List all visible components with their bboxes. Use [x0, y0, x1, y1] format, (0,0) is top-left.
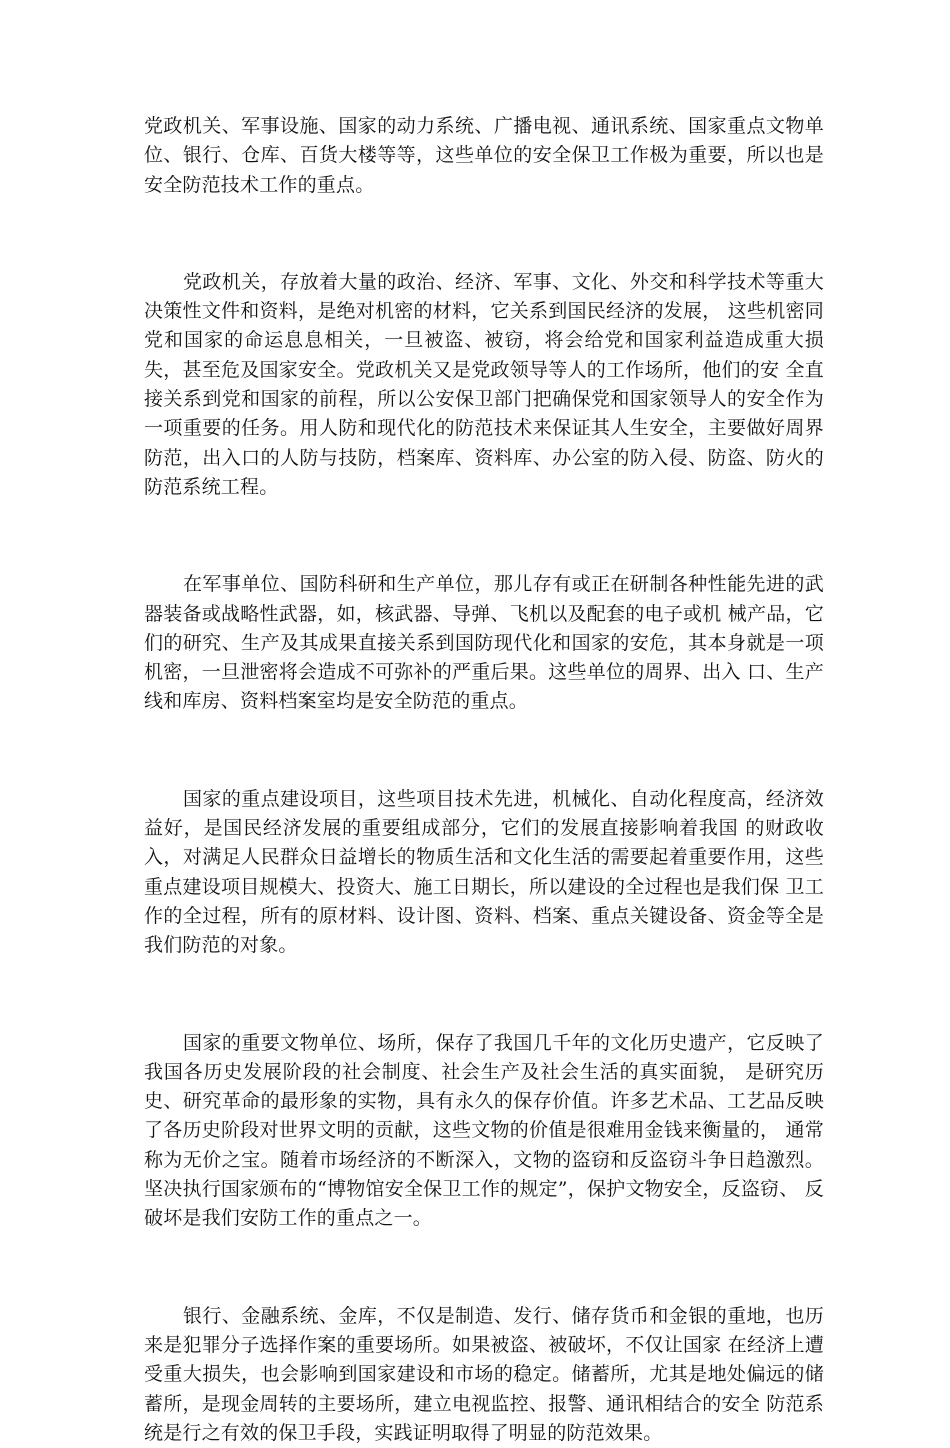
- paragraph-party-government-organs: 党政机关，存放着大量的政治、经济、军事、文化、外交和科学技术等重大决策性文件和资料，是绝对机密的材料，它关系到国民经济的发展， 这些机密同党和国家的命运息息相关，一旦被盗、被窃，将会给党和国家利益造成重大损失，甚至危及国家安全。党政机关又是党政领导等人的工作场所，他们的安 全直接关系到党和国家的前程，所以公安保卫部门把确保党和国家领导人的安全作为一项重要的任务。用人防和现代化的防范技术来保证其人生安全，主要做好周界 防范，出入口的人防与技防，档案库、资料库、办公室的防入侵、防盗、防火的防范系统工程。: [144, 270, 824, 498]
- paragraph-gap: [144, 200, 824, 268]
- paragraph-key-construction-projects: 国家的重点建设项目，这些项目技术先进，机械化、自动化程度高，经济效益好，是国民经济发展的重要组成部分，它们的发展直接影响着我国 的财政收入，对满足人民群众日益增长的物质生活和文化生活的需要起着重要作用，这些重点建设项目规模大、投资大、施工日期长，所以建设的全过程也是我们保 卫工作的全过程，所有的原材料、设计图、资料、档案、重点关键设备、资金等全是我们防范的对象。: [144, 787, 824, 957]
- paragraph-cultural-relics: 国家的重要文物单位、场所，保存了我国几千年的文化历史遗产，它反映了我国各历史发展阶段的社会制度、社会生产及社会生活的真实面貌， 是研究历史、研究革命的最形象的实物，具有永久的保存价值。许多艺术品、工艺品反映了各历史阶段对世界文明的贡献，这些文物的价值是很难用金钱来衡量的， 通常称为无价之宝。随着市场经济的不断深入，文物的盗窃和反盗窃斗争日趋激烈。坚决执行国家颁布的“博物馆安全保卫工作的规定”，保护文物安全，反盗窃、 反破坏是我们安防工作的重点之一。: [144, 1031, 824, 1230]
- paragraph-gap: [144, 502, 824, 570]
- paragraph-gap: [144, 717, 824, 785]
- document-page: [144, 112, 824, 1448]
- paragraph-gap: [144, 961, 824, 1029]
- paragraph-gap: [144, 1234, 824, 1302]
- paragraph-key-targets: 党政机关、军事设施、国家的动力系统、广播电视、通讯系统、国家重点文物单位、银行、仓库、百货大楼等等，这些单位的安全保卫工作极为重要，所以也是安全防范技术工作的重点。: [144, 115, 824, 196]
- paragraph-military-units: 在军事单位、国防科研和生产单位，那儿存有或正在研制各种性能先进的武器装备或战略性武器，如，核武器、导弹、飞机以及配套的电子或机 械产品，它们的研究、生产及其成果直接关系到国防现代化和国家的安危，其本身就是一项机密，一旦泄密将会造成不可弥补的严重后果。这些单位的周界、出入 口、生产线和库房、资料档案室均是安全防范的重点。: [144, 573, 824, 713]
- paragraph-banks-finance: 银行、金融系统、金库，不仅是制造、发行、储存货币和金银的重地，也历来是犯罪分子选择作案的重要场所。如果被盗、被破坏，不仅让国家 在经济上遭受重大损失，也会影响到国家建设和市场的稳定。储蓄所，尤其是地处偏远的储蓄所，是现金周转的主要场所，建立电视监控、报警、通讯相结合的安全 防范系统是行之有效的保卫手段，实践证明取得了明显的防范效果。: [144, 1304, 824, 1444]
